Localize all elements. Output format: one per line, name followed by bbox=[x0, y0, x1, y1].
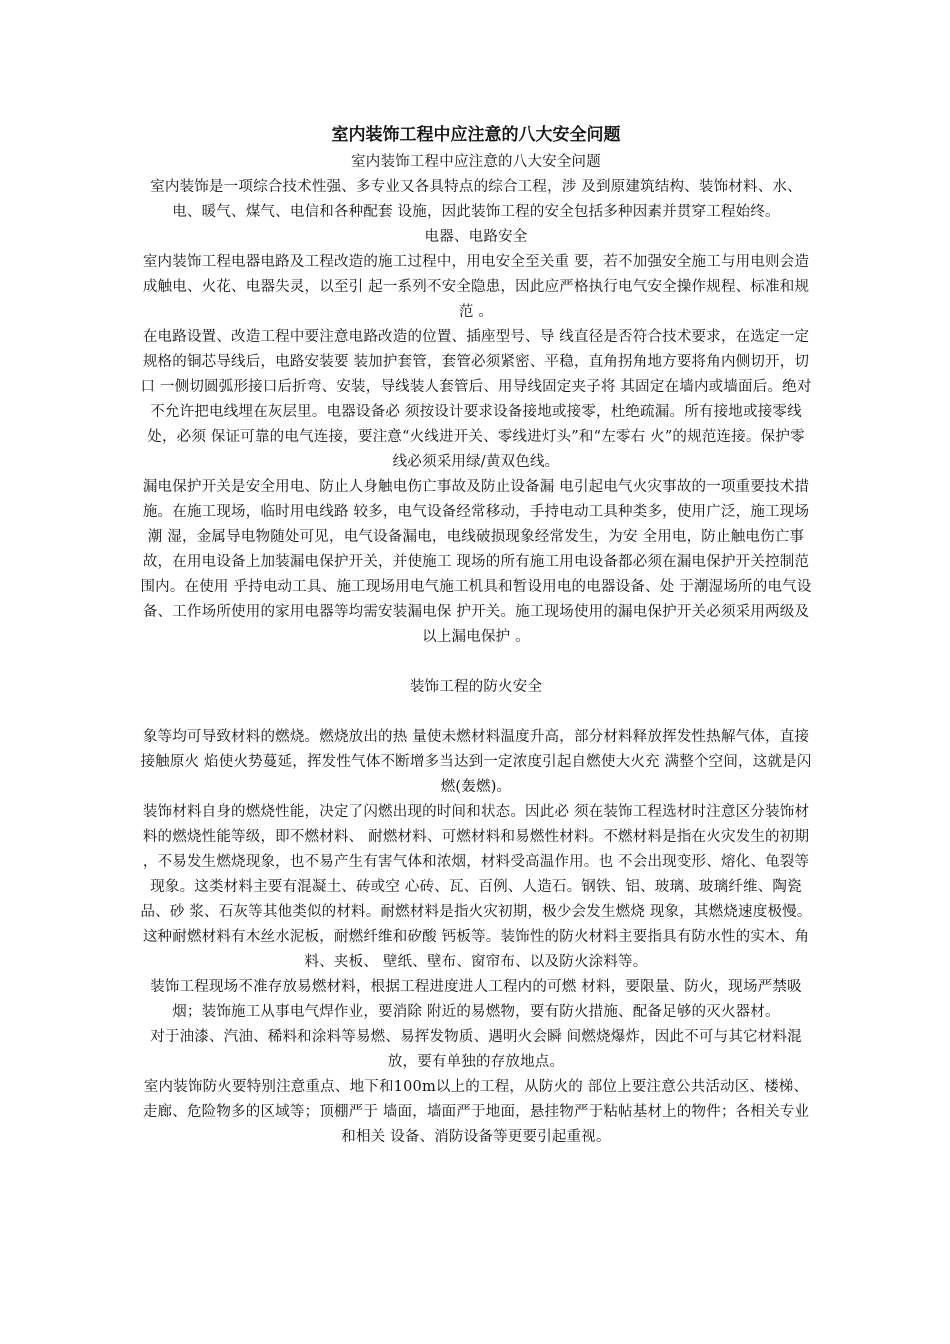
fire-paragraph-5: 室内装饰防火要特别注意重点、地下和100m以上的工程，从防火的 部位上要注意公共活动区、楼梯、走廊、危险物多的区域等；顶棚严于 墙面，墙面严于地面，悬挂物严于粘帖基材上的物件；各相关专业和相关 设备、消防设备等更要引起重视。 bbox=[142, 1079, 810, 1145]
electrical-paragraph-3: 漏电保护开关是安全用电、防止人身触电伤亡事故及防止设备漏 电引起电气火灾事故的一项重要技术措施。在施工现场，临时用电线路 较多，电气设备经常移动，手持电动工具种类多，使用广泛，施工现场潮 湿，金属导电物随处可见，电气设备漏电，电线破损现象经常发生，为安 全用电，防止触电伤亡事故，在用电设备上加装漏电保护开关，并使施工 现场的所有施工用电设备都必须在漏电保护开关控制范围内。在使用 乎持电动工具、施工现场用电气施工机具和暂设用电的电器设备、处 于潮湿场所的电气设备、工作场所使用的家用电器等均需安装漏电保 护开关。施工现场使用的漏电保护开关必须采用两级及以上漏电保护 。 bbox=[140, 479, 812, 645]
document-title: 室内装饰工程中应注意的八大安全问题 bbox=[331, 125, 621, 145]
intro-paragraph: 室内装饰是一项综合技术性强、多专业又各具特点的综合工程，涉 及到原建筑结构、装饰材料、水、电、暖气、煤气、电信和各种配套 设施，因此装饰工程的安全包括多种因素并贯穿工程始终。 bbox=[150, 179, 802, 220]
spacer bbox=[140, 650, 812, 675]
fire-paragraph-3: 装饰工程现场不准存放易燃材料，根据工程进度进人工程内的可燃 材料，要限量、防火，现场严禁吸烟；装饰施工从事电气焊作业，要消除 附近的易燃物，要有防火措施、配备足够的灭火器材。 bbox=[150, 979, 802, 1020]
electrical-paragraph-2: 在电路设置、改造工程中要注意电路改造的位置、插座型号、导 线直径是否符合技术要求，在选定一定规格的铜芯导线后，电路安装要 装加护套管，套管必须紧密、平稳，直角拐角地方要将角内侧切开，切口 一侧切圆弧形接口后折弯、安装，导线装人套管后、用导线固定夹子将 其固定在墙内或墙面后。绝对不允许把电线埋在灰层里。电器设备必 须按设计要求设备接地或接零，杜绝疏漏。所有接地或接零线处，必须 保证可靠的电气连接，要注意“火线进开关、零线进灯头”和“左零右 火”的规范连接。保护零线必须采用绿/黄双色线。 bbox=[140, 329, 812, 470]
fire-paragraph-2: 装饰材料自身的燃烧性能，决定了闪燃出现的时间和状态。因此必 须在装饰工程选材时注意区分装饰材料的燃烧性能等级，即不燃材料、 耐燃材料、可燃材料和易燃性材料。不燃材料是指在火灾发生的初期 ，不易发生燃烧现象，也不易产生有害气体和浓烟，材料受高温作用。也 不会出现变形、熔化、龟裂等现象。这类材料主要有混凝土、砖或空 心砖、瓦、百例、人造石。钢铁、铝、玻璃、玻璃纤维、陶瓷品、砂 浆、石灰等其他类似的材料。耐燃材料是指火灾初期，极少会发生燃烧 现象，其燃烧速度极慢。这种耐燃材料有木丝水泥板，耐燃纤维和矽酸 钙板等。装饰性的防火材料主要指具有防水性的实木、角料、夹板、 壁纸、壁布、窗帘布、以及防火涂料等。 bbox=[140, 804, 812, 970]
fire-paragraph-4: 对于油漆、汽油、稀料和涂料等易燃、易挥发物质、遇明火会瞬 间燃烧爆炸，因此不可与其它材料混放，要有单独的存放地点。 bbox=[150, 1029, 802, 1070]
section-heading-electrical: 电器、电路安全 bbox=[424, 229, 528, 245]
section-heading-fire: 装饰工程的防火安全 bbox=[409, 679, 543, 695]
document-page bbox=[140, 120, 812, 1150]
document-subtitle: 室内装饰工程中应注意的八大安全问题 bbox=[351, 154, 601, 170]
fire-paragraph-1: 象等均可导致材料的燃烧。燃烧放出的热 量使未燃材料温度升高，部分材料释放挥发性热解气体，直接接触原火 焰使火势蔓延，挥发性气体不断增多当达到一定浓度引起自燃使大火充 满整个空间，这就是闪燃(轰燃)。 bbox=[140, 729, 812, 795]
spacer bbox=[140, 700, 812, 725]
electrical-paragraph-1: 室内装饰工程电器电路及工程改造的施工过程中，用电安全至关重 要，若不加强安全施工与用电则会造成触电、火花、电器失灵，以至引 起一系列不安全隐患，因此应严格执行电气安全操作规程、标准和规范 。 bbox=[142, 254, 810, 320]
